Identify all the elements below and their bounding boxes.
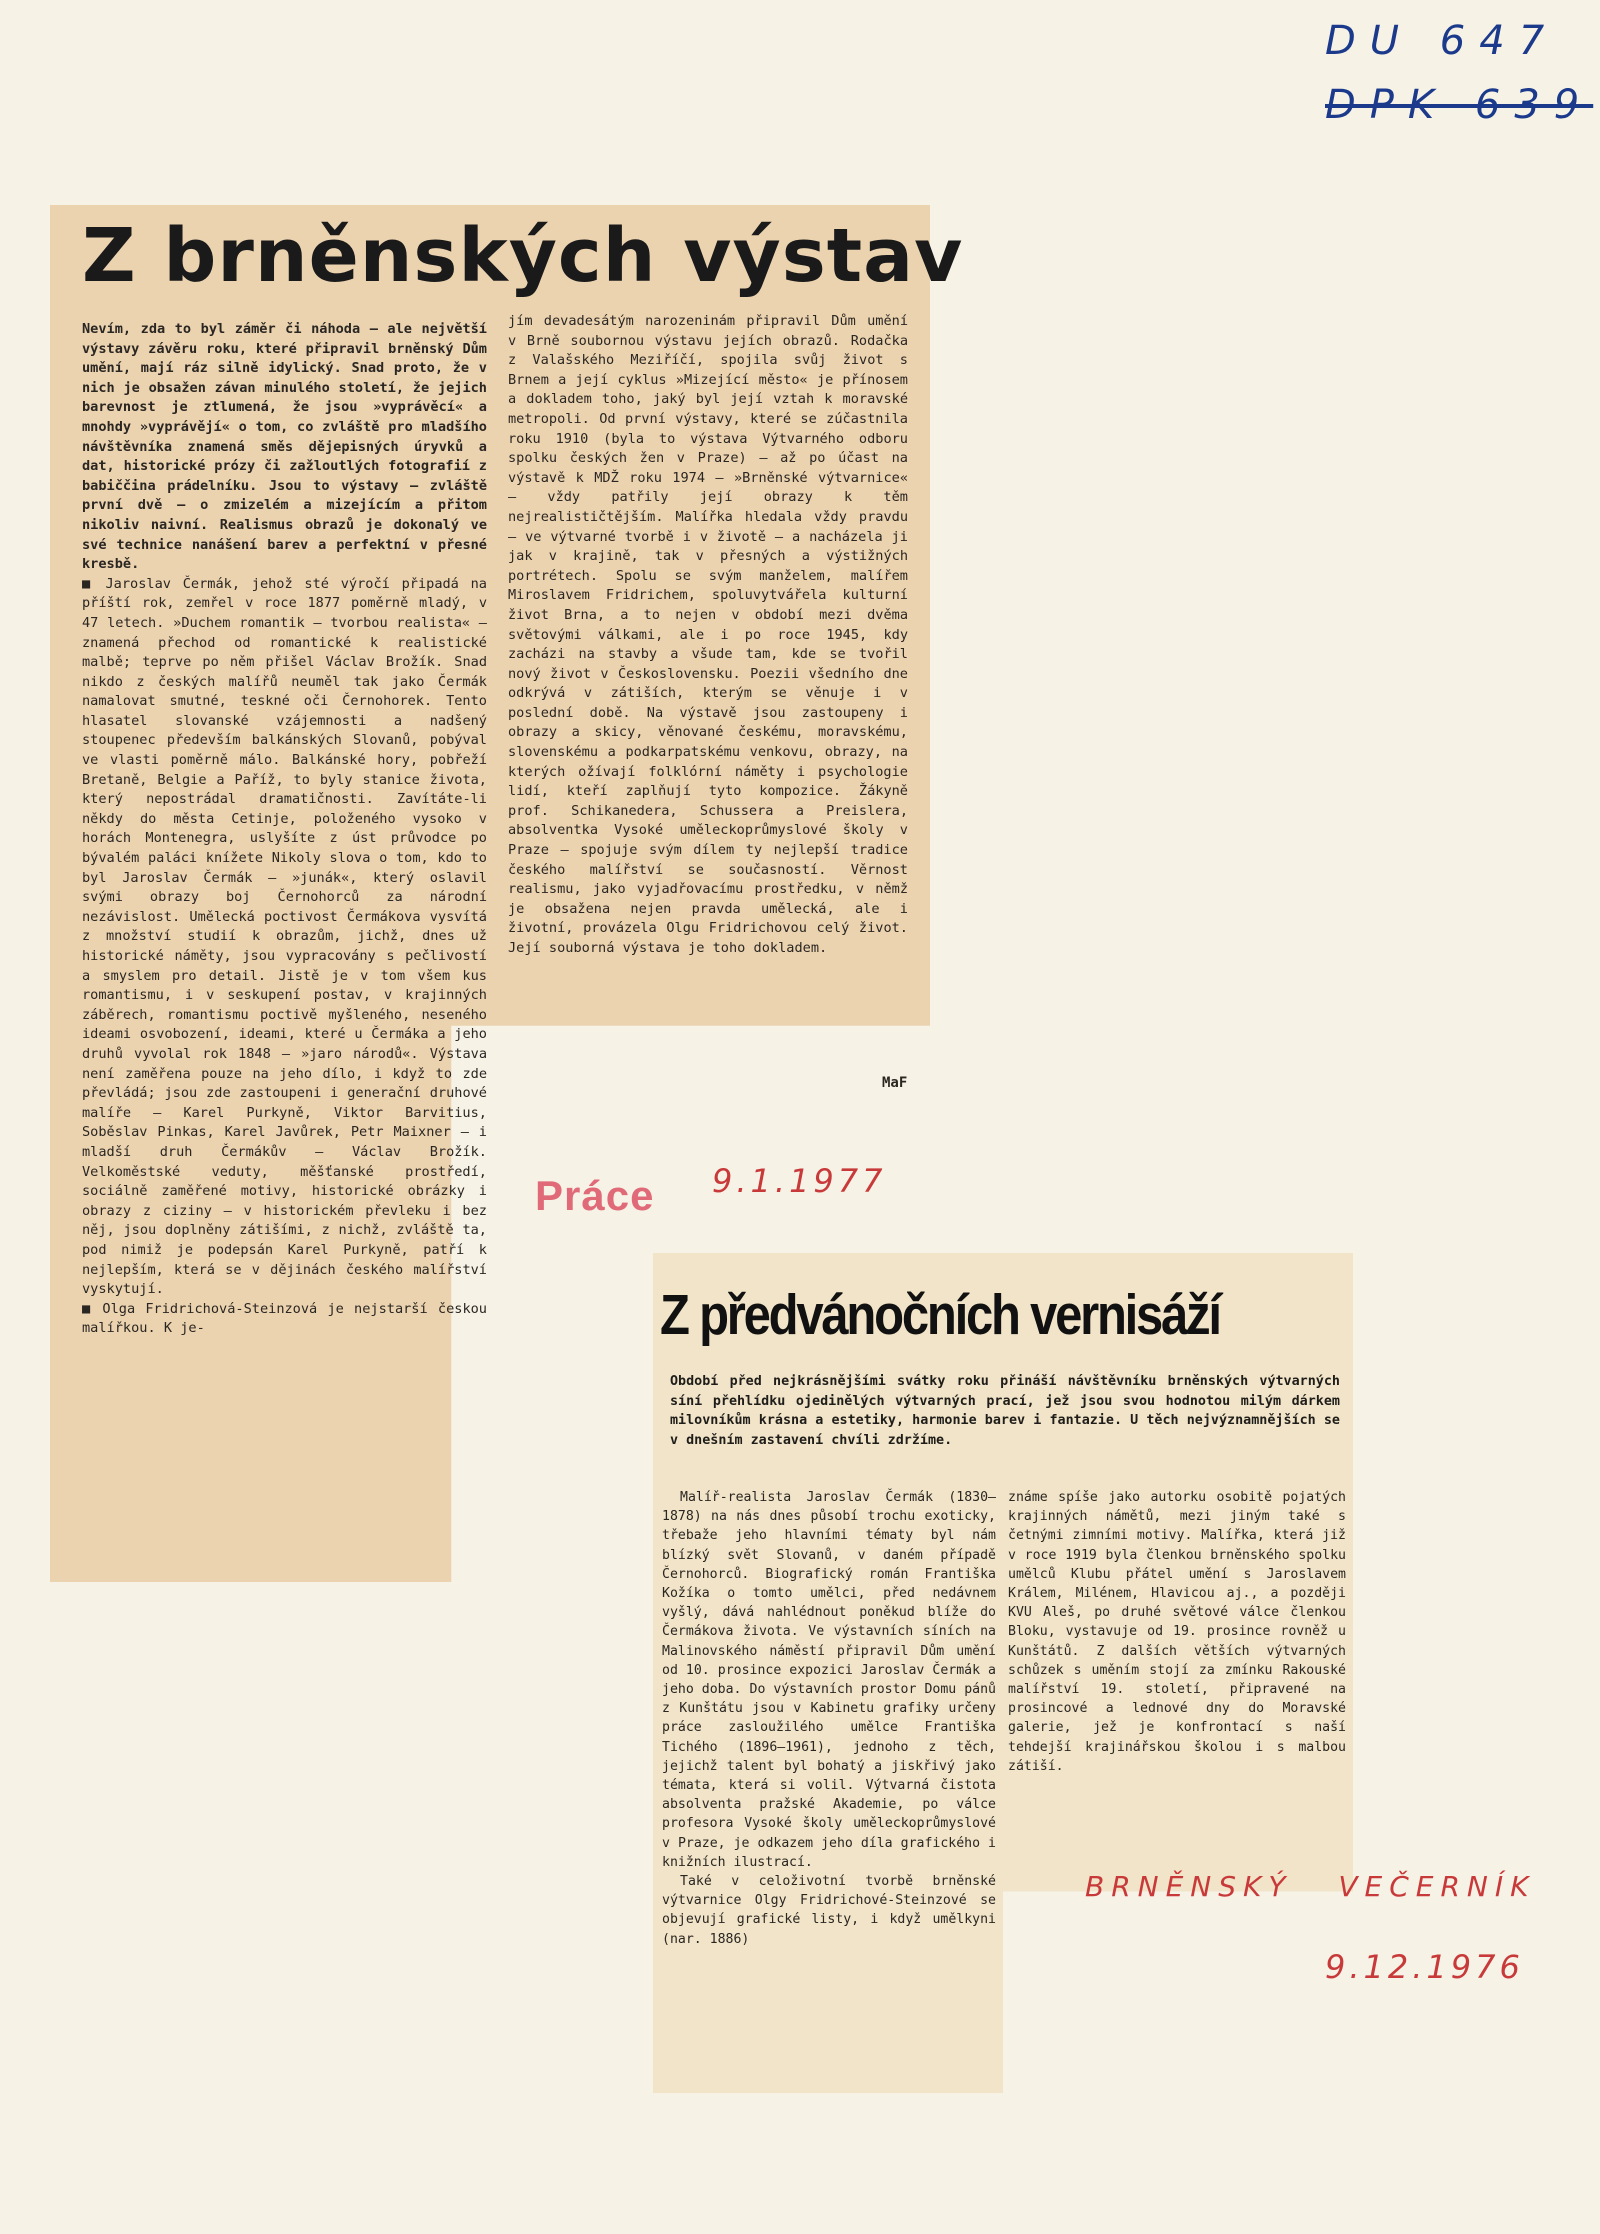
article1-paragraph-fridrichova: jím devadesátým narozeninám připravil Dům umění v Brně soubornou výstavu jejích obrazů. Rodačka z Valašského Meziříčí, spojila svůj život s Brnem a její cyklus »Mizející město« je přínosem a dokladem toho, jaký byl její vztah k moravské metropoli. Od první výstavy, které se zúčastnila roku 1910 (byla to výstava Výtvarného odboru spolku českých žen v Praze) — až po účast na výstavě k MDŽ roku 1974 — »Brněnské výtvarnice« — vždy patřily její obrazy k těm nejrealističtějším. Malířka hledala vždy pravdu — ve výtvarné tvorbě i v životě — a nacházela ji jak v krajině, tak v přesných a výstižných portrétech. Spolu se svým manželem, malířem Miroslavem Fridrichem, spoluvytvářela kulturní život Brna, a to nejen v období mezi dvěma světovými válkami, ale i po roce 1945, kdy zacházi na stavby a všude tam, kde se tvořil nový život v Československu. Poezii všedního dne odkrývá v zátiších, kterým se věnuje i v poslední době. Na výstavě jsou zastoupeny i obrazy a skicy, věnované českému, moravskému, slovenskému a podkarpatskému venkovu, obrazy, na kterých ožívají folklórní náměty i psychologie lidí, kteří zaplňují tyto kompozice. Žákyně prof. Schikanedera, Schussera a Preislera, absolventka Vysoké uměleckoprůmyslové školy v Praze — spojuje svým dílem ty nejlepší tradice českého malířství se současností. Věrnost realismu, jako vyjadřovacímu prostředku, v němž je obsažena nejen pravda umělecká, ale i životní, provázela Olgu Fridrichovou celý život. Její souborná výstava je toho dokladem.	[508, 313, 908, 956]
newspaper-stamp-prace: Práce	[535, 1172, 655, 1219]
archive-code-crossed: DPK 639	[1325, 82, 1594, 128]
date-brnensky: 9.12.1976	[1325, 1948, 1524, 1986]
article2-paragraph-continuation: známe spíše jako autorku osobitě pojatých krajinných námětů, mezi jiným také s četnými zimními motivy. Malířka, která již v roce 1919 byla členkou brněnského spolku umělců Klubu přátel umění s Jaroslavem Králem, Milénem, Hlavicou aj., a později KVU Aleš, po druhé světové válce členkou Bloku, vystavuje od 19. prosince rovněž u Kunštátů. Z dalších větších výtvarných schůzek s uměním stojí za zmínku Rakouské malířství 19. století, připravené na prosincové a lednové dny do Moravské galerie, jež je konfrontací s naší tehdejší krajinářskou školou i s malbou zátiší.	[1008, 1490, 1346, 1774]
article1-title: Z brněnských výstav	[82, 213, 964, 299]
article1-paragraph-cermak: ■ Jaroslav Čermák, jehož sté výročí připadá na příští rok, zemřel v roce 1877 poměrně mladý, v 47 letech. »Duchem romantik — tvorbou realista« — znamená přechod od romantické k realistické malbě; teprve po něm přišel Václav Brožík. Snad nikdo z českých malířů neuměl tak jako Čermák namalovat smutné, teskné oči Černohorek. Tento hlasatel slovanské vzájemnosti a nadšený stoupenec především balkánských Slovanů, pobýval ve vlasti poměrně málo. Balkánské hory, pobřeží Bretaně, Belgie a Paříž, to byly stanice života, který nepostrádal dramatičnosti. Zavítáte-li někdy do města Cetinje, položeného vysoko v horách Montenegra, uslyšíte z úst průvodce po bývalém paláci knížete Nikoly slova o tom, kdo to byl Jaroslav Čermák — »junák«, který oslavil svými obrazy boj Černohorců za národní nezávislost. Umělecká poctivost Čermákova vysvítá z množství studií k obrazům, jichž, dnes už historické náměty, jsou vypracovány s pečlivostí a smyslem pro detail. Jistě je v tom všem kus romantismu, i v seskupení postav, v krajinných záběrech, romantismu poctivě myšleného, neseného ideami osvobození, ideami, které u Čermáka a jeho druhů vyvolal rok 1848 — »jaro národů«. Výstava není zaměřena pouze na jeho dílo, i když to zde převládá; jsou zde zastoupeni i generační druhové malíře — Karel Purkyně, Viktor Barvitius, Soběslav Pinkas, Karel Javůrek, Petr Maixner — i mladší druh Čermákův — Václav Brožík. Velkoměstské veduty, měšťanské prostředí, sociálně zaměřené motivy, historické obrázky i obrazy z ciziny — v historickém převleku i bez něj, jsou doplněny zátišími, z nichž, zvláště ta, pod nimiž je podepsán Karel Purkyně, patří k nejlepším, která se v dějinách českého malířství vyskytují.	[82, 575, 487, 1298]
article2-paragraph-cermak: Malíř-realista Jaroslav Čermák (1830—1878) na nás dnes působí trochu exoticky, třebaže jeho hlavními tématy byl nám blízký svět Slovanů, v daném případě Černohorců. Biografický román Františka Kožíka o tomto umělci, před nedávnem vyšlý, dává nahlédnout poněkud blíže do Čermákova života. Ve výstavních síních na Malinovského náměstí připravil Dům umění od 10. prosince expozici Jaroslav Čermák a jeho doba. Do výstavních prostor Domu pánů z Kunštátu jsou v Kabinetu grafiky určeny práce zasloužilého umělce Františka Tichého (1896—1961), jednoho z těch, jejichž talent byl bohatý a jiskřivý jako témata, která si volil. Výtvarná čistota absolventa pražské Akademie, po válce profesora Vysoké školy uměleckoprůmyslové v Praze, je odkazem jeho díla grafického i knižních ilustrací.	[662, 1490, 996, 1870]
newspaper-name-brnensky: BRNĚNSKÝ VEČERNÍK	[1085, 1870, 1536, 1903]
date-prace: 9.1.1977	[712, 1162, 887, 1200]
article1-column-right	[508, 312, 908, 959]
article1-column-left	[82, 320, 487, 1339]
article2-column-left	[662, 1488, 996, 1949]
article1-paragraph-fridrichova-start: ■ Olga Fridrichová-Steinzová je nejstarší českou malířkou. K je-	[82, 1300, 487, 1337]
article1-signature: MaF	[882, 1075, 908, 1091]
article2-lead: Období před nejkrásnějšími svátky roku přináší návštěvníku brněnských výtvarných síní přehlídku ojedinělých výtvarných prací, jež jsou svou hodnotou milým dárkem milovníkům krásna a estetiky, harmonie barev i fantazie. U těch nejvýznamnějších se v dnešním zastavení chvíli zdržíme.	[670, 1374, 1340, 1448]
article2-column-right	[1008, 1488, 1346, 1776]
article2-title: Z předvánočních vernisáží	[660, 1283, 1220, 1347]
article1-lead: Nevím, zda to byl záměr či náhoda — ale největší výstavy závěru roku, které připravil brněnský Dům umění, mají ráz silně idylický. Snad proto, že v nich je obsažen závan minulého století, že jejich barevnost je ztlumená, že jsou »vyprávěcí« a mnohdy »vyprávějí« o tom, co zvláště pro mladšího návštěvníka znamená směs dějepisných úryvků a dat, historické prózy či zažloutlých fotografií z babiččina prádelníku. Jsou to výstavy — zvláště první dvě — o zmizelém a mizejícím a přitom nikoliv naivní. Realismus obrazů je dokonalý ve své technice nanášení barev a perfektní v přesné kresbě.	[82, 321, 487, 573]
archive-code-current: DU 647	[1325, 18, 1559, 64]
article2-paragraph-fridrichova: Také v celoživotní tvorbě brněnské výtvarnice Olgy Fridrichové-Steinzové se objevují grafické listy, i když umělkyni (nar. 1886)	[662, 1874, 996, 1947]
